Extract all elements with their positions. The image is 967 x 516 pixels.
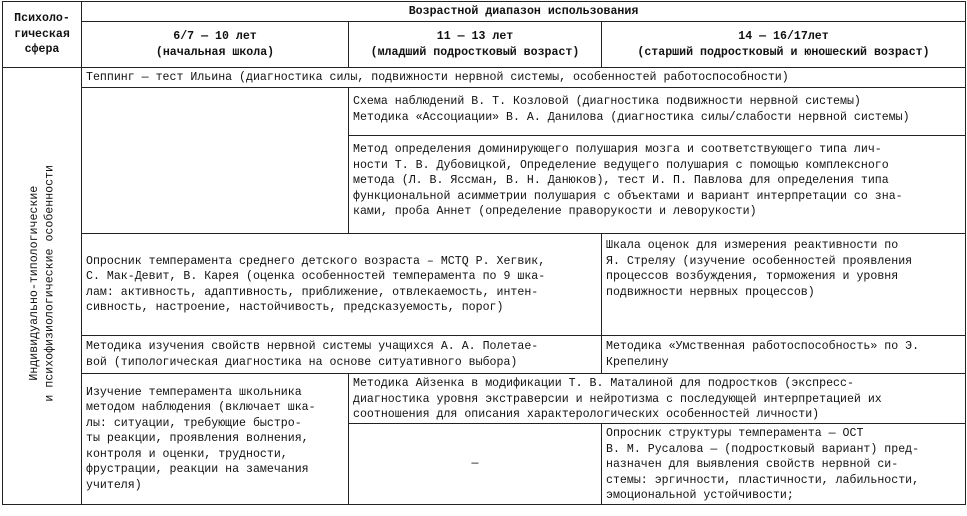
rusalov-questionnaire-cell: Опросник структуры темперамента — ОСТ В. М. Русалова — (подростковый вариант) пред- назначен для выявления свойств нервной си- стемы: эргичности, пластичности, лабильности, эмоциональной устойчивости; xyxy=(602,424,966,505)
eysenck-method-cell: Методика Айзенка в модификации Т. В. Маталиной для подростков (экспресс- диагностика уровня экстраверсии и нейротизма с последующей интерпретацией их соотношения для описания характерологических особенностей личности) xyxy=(349,374,966,424)
kozlova-danilov-cell: Схема наблюдений В. Т. Козловой (диагностика подвижности нервной системы) Методика «Ассоциации» В. А. Данилова (диагностика силы/слабости нервной системы) xyxy=(349,88,966,136)
age-column-junior-teen: 11 — 13 лет (младший подростковый возраст) xyxy=(349,22,602,68)
empty-primary-cell xyxy=(82,88,349,234)
methods-table xyxy=(2,1,966,505)
age-column-senior-teen: 14 — 16/17лет (старший подростковый и юношеский возраст) xyxy=(602,22,966,68)
no-method-dash: — xyxy=(349,424,602,505)
strelau-scale-cell: Шкала оценок для измерения реактивности по Я. Стреляу (изучение особенностей проявления процессов возбуждения, торможения и уровня подвижности нервных процессов) xyxy=(602,234,966,336)
sphere-label-individual-typological: Индивидуально-типологические и психофизиологические особенности xyxy=(3,68,82,505)
mctq-questionnaire-cell: Опросник темперамента среднего детского возраста – MCTQ Р. Хегвик, С. Мак-Девит, В. Карея (оценка особенностей темперамента по 9 шка- лам: активность, адаптивность, приближение, отвлекаемость, интен- сивность, настроение, настойчивость, предсказуемость, порог) xyxy=(82,234,602,336)
temperament-observation-cell: Изучение темперамента школьника методом наблюдения (включает шка- лы: ситуации, требующие быстро- ты реакции, проявления волнения, контроля и оценки, трудности, фрустрации, реакции на замечания учителя) xyxy=(82,374,349,505)
age-range-header: Возрастной диапазон использования xyxy=(82,2,966,22)
tapping-test-cell: Теппинг — тест Ильина (диагностика силы, подвижности нервной системы, особенностей работоспособности) xyxy=(82,68,966,88)
poletaeva-method-cell: Методика изучения свойств нервной системы учащихся А. А. Полетае- вой (типологическая диагностика на основе ситуативного выбора) xyxy=(82,336,602,374)
age-column-primary: 6/7 — 10 лет (начальная школа) xyxy=(82,22,349,68)
sphere-header: Психоло- гическая сфера xyxy=(3,2,82,68)
krepelin-method-cell: Методика «Умственная работоспособность» по Э. Крепелину xyxy=(602,336,966,374)
hemisphere-methods-cell: Метод определения доминирующего полушария мозга и соответствующего типа лич- ности Т. В. Дубовицкой, Определение ведущего полушария с помощью комплексного метода (Л. В. Яссман, В. Н. Данюков), тест И. П. Павлова для определения типа функциональной асимметрии полушария с объектами и вариант интерпретации со зна- ками, проба Аннет (определение праворукости и леворукости) xyxy=(349,136,966,234)
